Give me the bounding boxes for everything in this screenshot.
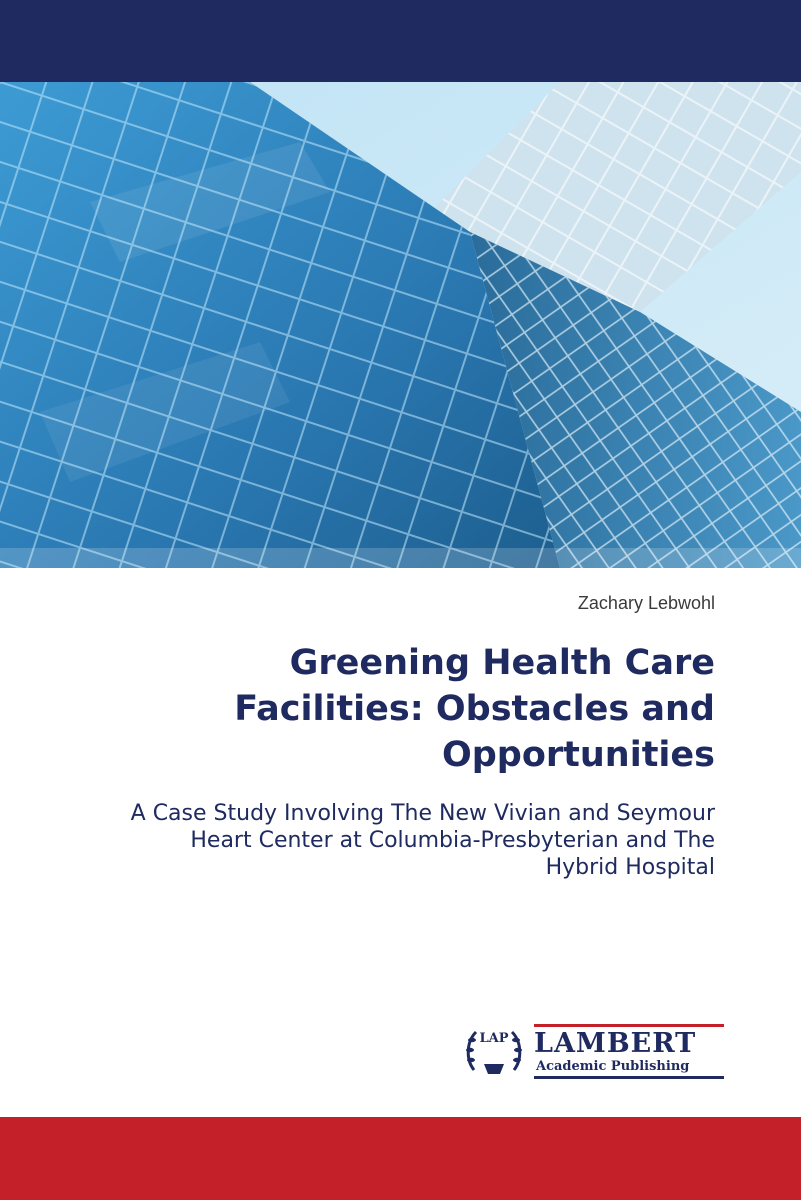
cover-photo bbox=[0, 82, 801, 568]
bottom-color-band bbox=[0, 1117, 801, 1200]
publisher-rule-top bbox=[534, 1024, 724, 1027]
subtitle-line: A Case Study Involving The New Vivian and Seymour bbox=[130, 801, 715, 826]
publisher-logo bbox=[462, 1020, 726, 1084]
title-line: Greening Health Care bbox=[289, 643, 715, 683]
book-title bbox=[115, 640, 715, 778]
publisher-subname: Academic Publishing bbox=[536, 1059, 690, 1074]
author-name: Zachary Lebwohl bbox=[577, 593, 715, 613]
title-line: Facilities: Obstacles and bbox=[234, 689, 715, 729]
lap-laurel-icon bbox=[462, 1020, 526, 1084]
publisher-name: LAMBERT bbox=[534, 1028, 697, 1059]
subtitle-line: Heart Center at Columbia-Presbyterian and The bbox=[190, 828, 715, 853]
emblem-text: LAP bbox=[479, 1031, 509, 1046]
glass-building-photo bbox=[0, 82, 801, 568]
book-subtitle bbox=[35, 800, 715, 881]
subtitle-line: Hybrid Hospital bbox=[545, 855, 715, 880]
title-line: Opportunities bbox=[441, 735, 715, 775]
top-color-band bbox=[0, 0, 801, 82]
publisher-rule-bottom bbox=[534, 1076, 724, 1079]
